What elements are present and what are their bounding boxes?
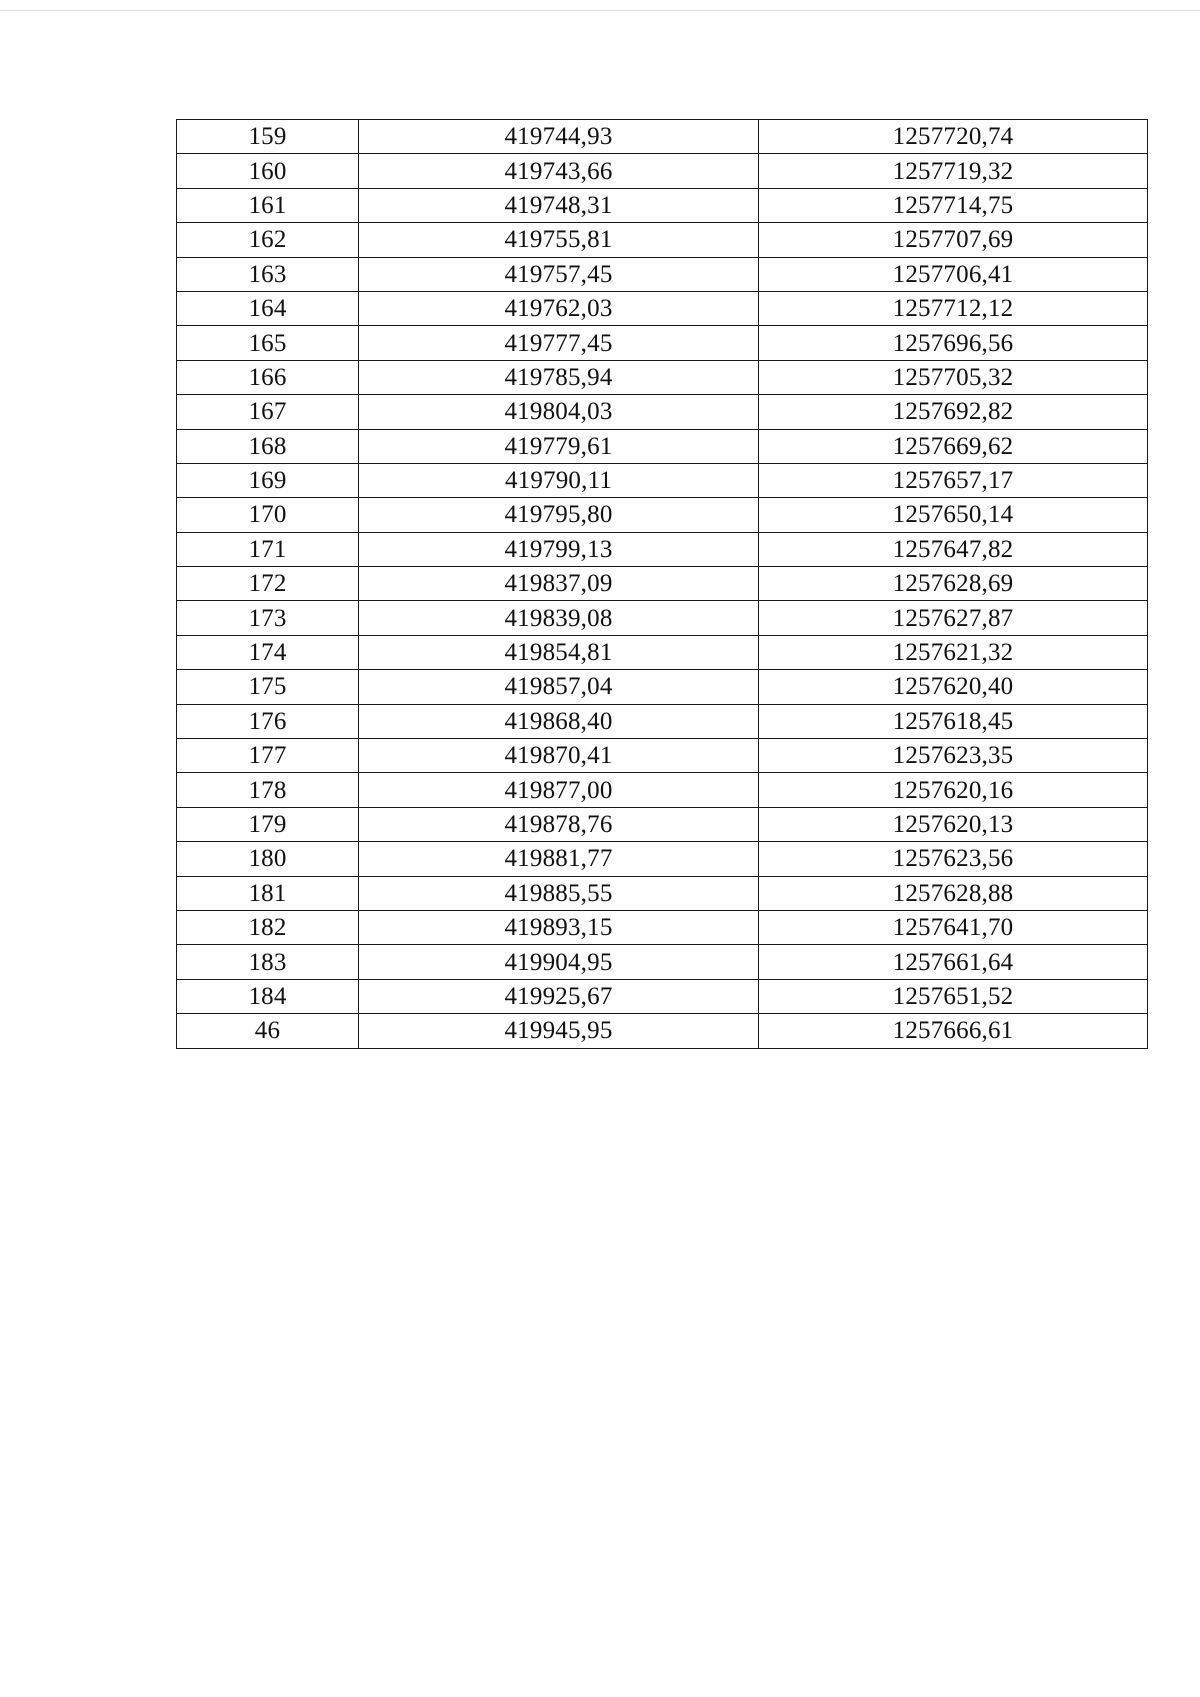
- y-coordinate-cell: 1257623,35: [759, 739, 1148, 773]
- point-number-cell: 178: [177, 773, 359, 807]
- y-coordinate-cell: 1257696,56: [759, 326, 1148, 360]
- y-coordinate-cell: 1257666,61: [759, 1014, 1148, 1048]
- point-number-cell: 160: [177, 154, 359, 188]
- point-number-cell: 159: [177, 120, 359, 154]
- y-coordinate-cell: 1257620,16: [759, 773, 1148, 807]
- point-number-cell: 169: [177, 463, 359, 497]
- y-coordinate-cell: 1257669,62: [759, 429, 1148, 463]
- x-coordinate-cell: 419743,66: [359, 154, 759, 188]
- y-coordinate-cell: 1257628,88: [759, 876, 1148, 910]
- y-coordinate-cell: 1257628,69: [759, 567, 1148, 601]
- x-coordinate-cell: 419885,55: [359, 876, 759, 910]
- x-coordinate-cell: 419925,67: [359, 979, 759, 1013]
- table-row: [177, 739, 1148, 773]
- x-coordinate-cell: 419868,40: [359, 704, 759, 738]
- x-coordinate-cell: 419870,41: [359, 739, 759, 773]
- table-row: [177, 979, 1148, 1013]
- point-number-cell: 183: [177, 945, 359, 979]
- table-row: [177, 601, 1148, 635]
- y-coordinate-cell: 1257719,32: [759, 154, 1148, 188]
- x-coordinate-cell: 419839,08: [359, 601, 759, 635]
- table-row: [177, 670, 1148, 704]
- table-row: [177, 154, 1148, 188]
- scan-edge-line: [0, 10, 1200, 11]
- x-coordinate-cell: 419881,77: [359, 842, 759, 876]
- table-row: [177, 773, 1148, 807]
- x-coordinate-cell: 419799,13: [359, 532, 759, 566]
- table-row: [177, 326, 1148, 360]
- y-coordinate-cell: 1257620,40: [759, 670, 1148, 704]
- x-coordinate-cell: 419857,04: [359, 670, 759, 704]
- point-number-cell: 184: [177, 979, 359, 1013]
- y-coordinate-cell: 1257647,82: [759, 532, 1148, 566]
- point-number-cell: 166: [177, 360, 359, 394]
- y-coordinate-cell: 1257714,75: [759, 188, 1148, 222]
- table-row: [177, 257, 1148, 291]
- y-coordinate-cell: 1257692,82: [759, 395, 1148, 429]
- y-coordinate-cell: 1257641,70: [759, 910, 1148, 944]
- x-coordinate-cell: 419785,94: [359, 360, 759, 394]
- point-number-cell: 173: [177, 601, 359, 635]
- x-coordinate-cell: 419795,80: [359, 498, 759, 532]
- table-row: [177, 429, 1148, 463]
- y-coordinate-cell: 1257620,13: [759, 807, 1148, 841]
- x-coordinate-cell: 419762,03: [359, 291, 759, 325]
- point-number-cell: 170: [177, 498, 359, 532]
- y-coordinate-cell: 1257657,17: [759, 463, 1148, 497]
- table-row: [177, 395, 1148, 429]
- point-number-cell: 46: [177, 1014, 359, 1048]
- table-row: [177, 120, 1148, 154]
- table-row: [177, 360, 1148, 394]
- y-coordinate-cell: 1257707,69: [759, 223, 1148, 257]
- table-row: [177, 532, 1148, 566]
- x-coordinate-cell: 419757,45: [359, 257, 759, 291]
- table-row: [177, 945, 1148, 979]
- x-coordinate-cell: 419904,95: [359, 945, 759, 979]
- point-number-cell: 163: [177, 257, 359, 291]
- point-number-cell: 161: [177, 188, 359, 222]
- y-coordinate-cell: 1257627,87: [759, 601, 1148, 635]
- table-row: [177, 704, 1148, 738]
- y-coordinate-cell: 1257650,14: [759, 498, 1148, 532]
- table-row: [177, 188, 1148, 222]
- point-number-cell: 175: [177, 670, 359, 704]
- table-row: [177, 635, 1148, 669]
- point-number-cell: 168: [177, 429, 359, 463]
- x-coordinate-cell: 419804,03: [359, 395, 759, 429]
- table-row: [177, 910, 1148, 944]
- y-coordinate-cell: 1257705,32: [759, 360, 1148, 394]
- coordinates-table-body: [177, 120, 1148, 1049]
- x-coordinate-cell: 419878,76: [359, 807, 759, 841]
- coordinates-table: [176, 119, 1148, 1049]
- x-coordinate-cell: 419893,15: [359, 910, 759, 944]
- y-coordinate-cell: 1257706,41: [759, 257, 1148, 291]
- x-coordinate-cell: 419744,93: [359, 120, 759, 154]
- table-row: [177, 807, 1148, 841]
- table-row: [177, 463, 1148, 497]
- point-number-cell: 180: [177, 842, 359, 876]
- table-row: [177, 842, 1148, 876]
- x-coordinate-cell: 419837,09: [359, 567, 759, 601]
- y-coordinate-cell: 1257720,74: [759, 120, 1148, 154]
- table-row: [177, 223, 1148, 257]
- y-coordinate-cell: 1257712,12: [759, 291, 1148, 325]
- y-coordinate-cell: 1257661,64: [759, 945, 1148, 979]
- x-coordinate-cell: 419777,45: [359, 326, 759, 360]
- table-row: [177, 876, 1148, 910]
- point-number-cell: 176: [177, 704, 359, 738]
- x-coordinate-cell: 419854,81: [359, 635, 759, 669]
- point-number-cell: 177: [177, 739, 359, 773]
- x-coordinate-cell: 419945,95: [359, 1014, 759, 1048]
- x-coordinate-cell: 419779,61: [359, 429, 759, 463]
- y-coordinate-cell: 1257621,32: [759, 635, 1148, 669]
- point-number-cell: 181: [177, 876, 359, 910]
- point-number-cell: 172: [177, 567, 359, 601]
- table-row: [177, 567, 1148, 601]
- x-coordinate-cell: 419748,31: [359, 188, 759, 222]
- point-number-cell: 162: [177, 223, 359, 257]
- point-number-cell: 179: [177, 807, 359, 841]
- table-row: [177, 291, 1148, 325]
- point-number-cell: 167: [177, 395, 359, 429]
- table-row: [177, 1014, 1148, 1048]
- x-coordinate-cell: 419877,00: [359, 773, 759, 807]
- table-row: [177, 498, 1148, 532]
- point-number-cell: 174: [177, 635, 359, 669]
- x-coordinate-cell: 419790,11: [359, 463, 759, 497]
- point-number-cell: 165: [177, 326, 359, 360]
- point-number-cell: 171: [177, 532, 359, 566]
- y-coordinate-cell: 1257623,56: [759, 842, 1148, 876]
- point-number-cell: 182: [177, 910, 359, 944]
- point-number-cell: 164: [177, 291, 359, 325]
- y-coordinate-cell: 1257618,45: [759, 704, 1148, 738]
- x-coordinate-cell: 419755,81: [359, 223, 759, 257]
- y-coordinate-cell: 1257651,52: [759, 979, 1148, 1013]
